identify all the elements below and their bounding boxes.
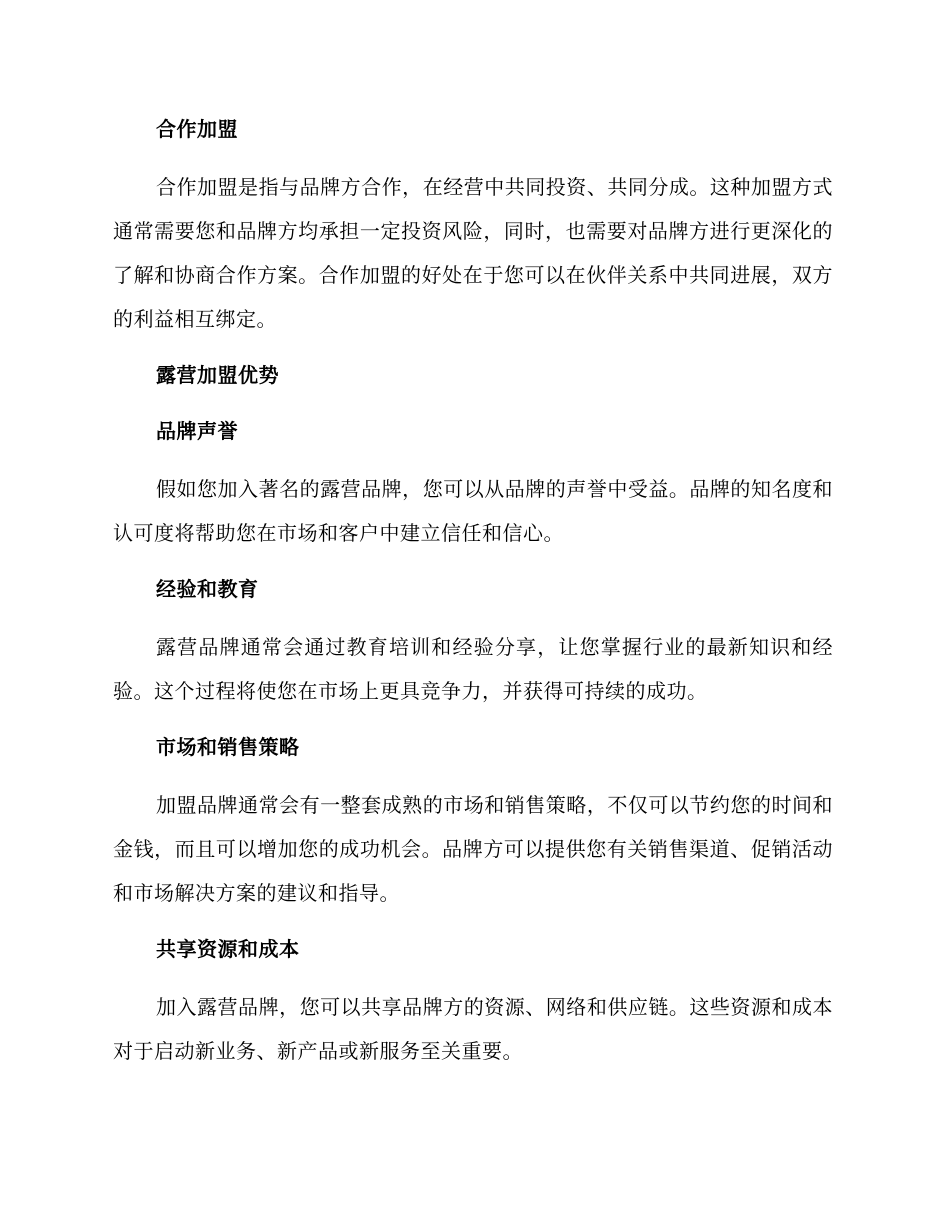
section-heading-experience-education: 经验和教育 — [156, 577, 259, 601]
section-heading-camping-franchise-advantages: 露营加盟优势 — [156, 363, 279, 387]
section-heading-marketing-sales-strategy: 市场和销售策略 — [156, 735, 300, 759]
section-paragraph-marketing-sales-strategy: 加盟品牌通常会有一整套成熟的市场和销售策略，不仅可以节约您的时间和金钱，而且可以增加您的成功机会。品牌方可以提供您有关销售渠道、促销活动和市场解决方案的建议和指导。 — [113, 793, 833, 905]
section-paragraph-shared-resources-costs: 加入露营品牌，您可以共享品牌方的资源、网络和供应链。这些资源和成本对于启动新业务、新产品或新服务至关重要。 — [113, 995, 833, 1063]
section-heading-cooperative-franchise: 合作加盟 — [156, 117, 238, 141]
section-heading-brand-reputation: 品牌声誉 — [156, 419, 238, 443]
section-paragraph-experience-education: 露营品牌通常会通过教育培训和经验分享，让您掌握行业的最新知识和经验。这个过程将使您在市场上更具竞争力，并获得可持续的成功。 — [113, 635, 833, 703]
section-paragraph-cooperative-franchise: 合作加盟是指与品牌方合作，在经营中共同投资、共同分成。这种加盟方式通常需要您和品牌方均承担一定投资风险，同时，也需要对品牌方进行更深化的了解和协商合作方案。合作加盟的好处在于您可以在伙伴关系中共同进展，双方的利益相互绑定。 — [113, 175, 833, 331]
section-paragraph-brand-reputation: 假如您加入著名的露营品牌，您可以从品牌的声誉中受益。品牌的知名度和认可度将帮助您在市场和客户中建立信任和信心。 — [113, 477, 833, 545]
document-body — [113, 109, 833, 1073]
section-heading-shared-resources-costs: 共享资源和成本 — [156, 937, 300, 961]
